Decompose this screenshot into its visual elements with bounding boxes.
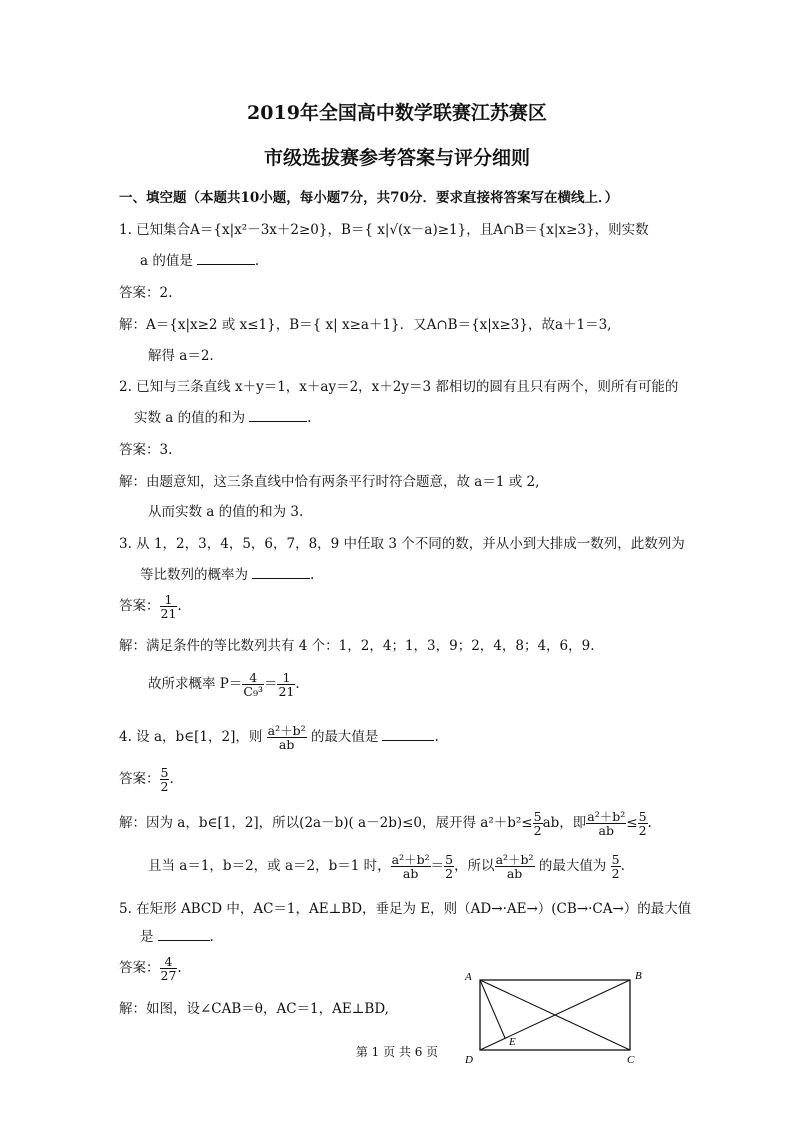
q1-line1: 1. 已知集合A＝{x|x²－3x＋2≥0}，B＝{ x|√(x－a)≥1}，且A∩B＝{x|x≥3}，则实数	[119, 222, 649, 238]
fraction: $\frac{5}{2}$	[160, 765, 169, 795]
q2-answer: 答案：3.	[119, 442, 173, 458]
label-a: A	[465, 971, 472, 983]
q4-solution-line1: 解：因为 a，b∈[1，2]，所以(2a－b)( a－2b)≤0，展开得 a²＋b²≤ $\frac{5}{2}$ ab，即 $\frac{\text{a²＋b²}}{ab}$ ≤ $\frac{5}{2}$ .	[119, 809, 652, 839]
label-d: D	[465, 1054, 473, 1065]
fraction: $\frac{4}{27}$	[160, 954, 177, 984]
q3-line1: 3. 从 1，2，3，4，5，6，7，8，9 中任取 3 个不同的数，并从小到大排成一数列，此数列为	[119, 536, 685, 552]
answer-blank	[197, 252, 255, 265]
label-c: C	[627, 1054, 635, 1065]
q5-line2: 是 .	[140, 929, 214, 945]
answer-blank	[252, 566, 310, 579]
fraction: $\frac{5}{2}$	[533, 809, 542, 839]
fraction: $\frac{\text{a²＋b²}}{ab}$	[495, 852, 534, 882]
fraction: $\frac{1}{21}$	[278, 670, 295, 700]
segment-ae	[480, 980, 505, 1038]
q4-solution-line2: 且当 a＝1，b＝2，或 a＝2，b＝1 时， $\frac{\text{a²＋b²}}{ab}$ ＝ $\frac{5}{2}$ ，所以 $\frac{\text{a²＋b²}}{ab}$ 的最大值为 $\frac{5}{2}$ .	[148, 852, 625, 882]
q2-line2: 实数 a 的值的和为 .	[134, 410, 312, 426]
page-title: 2019年全国高中数学联赛江苏赛区	[247, 102, 547, 124]
q3-line2: 等比数列的概率为 .	[140, 567, 315, 583]
q2-line1: 2. 已知与三条直线 x＋y＝1，x＋ay＝2，x＋2y＝3 都相切的圆有且只有两个，则所有可能的	[119, 379, 679, 395]
fraction: $\frac{4}{\text{C₉³}}$	[243, 670, 263, 700]
section-heading: 一、填空题（本题共10小题，每小题7分，共70分．要求直接将答案写在横线上．）	[119, 190, 619, 206]
label-e: E	[509, 1036, 516, 1048]
label-b: B	[635, 970, 642, 982]
q3-solution-line2: 故所求概率 P＝ $\frac{4}{\text{C₉³}}$ ＝ $\frac{1}{21}$ .	[148, 670, 300, 700]
q5-solution-line1: 解：如图，设∠CAB＝θ，AC＝1，AE⊥BD,	[119, 1001, 389, 1017]
fraction: $\frac{\text{a²＋b²}}{ab}$	[391, 852, 430, 882]
fraction: $\frac{5}{2}$	[611, 852, 620, 882]
q3-solution-line1: 解：满足条件的等比数列共有 4 个：1，2，4；1，3，9；2，4，8；4，6，9.	[119, 638, 595, 654]
q2-solution-line2: 从而实数 a 的值的和为 3.	[148, 504, 304, 520]
answer-blank	[158, 928, 210, 941]
page-subtitle: 市级选拔赛参考答案与评分细则	[263, 147, 530, 169]
q1-line2: a 的值是 .	[140, 253, 260, 269]
page-footer: 第 1 页 共 6 页	[355, 1045, 439, 1059]
fraction: $\frac{5}{2}$	[638, 809, 647, 839]
q5-line1: 5. 在矩形 ABCD 中，AC＝1，AE⊥BD，垂足为 E，则（AD→·AE→）(CB→·CA→）的最大值	[119, 901, 692, 917]
q2-solution-line1: 解：由题意知，这三条直线中恰有两条平行时符合题意，故 a＝1 或 2,	[119, 474, 540, 490]
answer-blank	[382, 728, 434, 741]
q4-answer: 答案： $\frac{5}{2}$ .	[119, 765, 174, 795]
q5-answer: 答案： $\frac{4}{27}$ .	[119, 954, 182, 984]
fraction: $\frac{5}{2}$	[445, 852, 454, 882]
q1-solution-line2: 解得 a＝2.	[148, 348, 214, 364]
fraction: $\frac{1}{21}$	[160, 592, 177, 622]
fraction: $\frac{\text{a²＋b²}}{ab}$	[587, 809, 626, 839]
q4-line1: 4. 设 a，b∈[1，2]，则 $\frac{\text{a²＋b²}}{ab}$ 的最大值是 .	[119, 723, 439, 753]
q3-answer: 答案： $\frac{1}{21}$ .	[119, 592, 182, 622]
answer-blank	[249, 409, 307, 422]
q1-solution-line1: 解：A＝{x|x≥2 或 x≤1}，B＝{ x| x≥a＋1}．又A∩B＝{x|x≥3}，故a＋1＝3,	[119, 317, 612, 333]
q1-answer: 答案：2.	[119, 285, 173, 301]
fraction: $\frac{\text{a²＋b²}}{ab}$	[267, 723, 306, 753]
